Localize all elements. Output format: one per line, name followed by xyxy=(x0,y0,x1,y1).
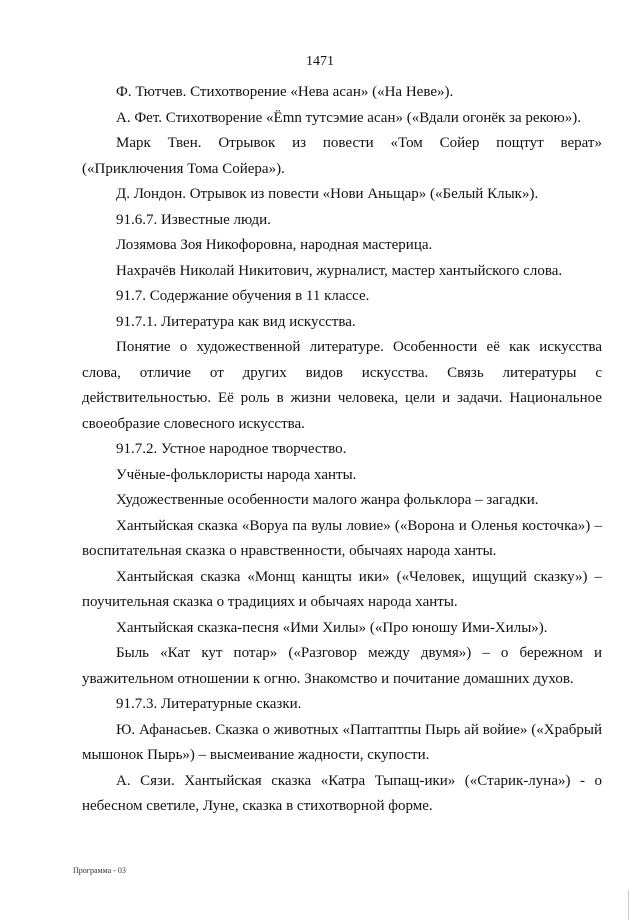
section-heading-91-7: 91.7. Содержание обучения в 11 классе. xyxy=(116,288,370,304)
scan-edge-divider xyxy=(628,890,629,920)
paragraph-tale-crow: Хантыйская сказка «Воруа па вулы ловие» («Ворона и Оленья косточка») – воспитательная сказка о нравственности, обычаях народа ханты. xyxy=(82,517,602,559)
footer-label: Программа - 03 xyxy=(73,866,126,875)
paragraph-afanasyev: Ю. Афанасьев. Сказка о животных «Паптаптпы Пырь ай войие» («Храбрый мышонок Пырь») – высмеивание жадности, скупости. xyxy=(82,721,602,763)
paragraph-lozyamova: Лозямова Зоя Никофоровна, народная мастерица. xyxy=(116,237,433,253)
paragraph-byl: Быль «Кат кут потар» («Разговор между двумя») – о бережном и уважительном отношении к огню. Знакомство и почитание домашних духов. xyxy=(82,645,602,687)
paragraph-folklorists: Учёные-фольклористы народа ханты. xyxy=(116,466,357,483)
document-body xyxy=(82,80,602,820)
paragraph-tale-song: Хантыйская сказка-песня «Ими Хилы» («Про юношу Ими-Хилы»). xyxy=(116,619,548,636)
page-number: 1471 xyxy=(306,54,334,69)
section-heading-91-7-1: 91.7.1. Литература как вид искусства. xyxy=(116,313,356,330)
section-heading-91-7-2: 91.7.2. Устное народное творчество. xyxy=(116,441,347,457)
paragraph-tyutchev: Ф. Тютчев. Стихотворение «Нева асан» («На Неве»). xyxy=(116,84,454,100)
paragraph-riddles: Художественные особенности малого жанра фольклора – загадки. xyxy=(116,492,539,508)
section-heading-91-6-7: 91.6.7. Известные люди. xyxy=(116,211,271,228)
paragraph-nakhrachev: Нахрачёв Николай Никитович, журналист, мастер хантыйского слова. xyxy=(116,262,563,279)
paragraph-twain: Марк Твен. Отрывок из повести «Том Сойер пощтут верат» («Приключения Тома Сойера»). xyxy=(82,135,602,177)
paragraph-syazi: А. Сязи. Хантыйская сказка «Катра Тыпащ-ики» («Старик-луна») - о небесном светиле, Луне, сказка в стихотворной форме. xyxy=(82,772,602,814)
paragraph-literature-concept: Понятие о художественной литературе. Особенности её как искусства слова, отличие от других видов искусства. Связь литературы с действительностью. Её роль в жизни человека, цели и задачи. Национальное своеобразие словесного искусства. xyxy=(82,339,602,432)
paragraph-fet: А. Фет. Стихотворение «Ёmn тутсэмие асан» («Вдали огонёк за рекою»). xyxy=(116,109,582,126)
paragraph-london: Д. Лондон. Отрывок из повести «Нови Аньщар» («Белый Клык»). xyxy=(116,186,539,202)
section-heading-91-7-3: 91.7.3. Литературные сказки. xyxy=(116,696,302,712)
paragraph-tale-seeker: Хантыйская сказка «Монщ канщты ики» («Человек, ищущий сказку») – поучительная сказка о традициях и обычаях народа ханты. xyxy=(82,568,602,610)
